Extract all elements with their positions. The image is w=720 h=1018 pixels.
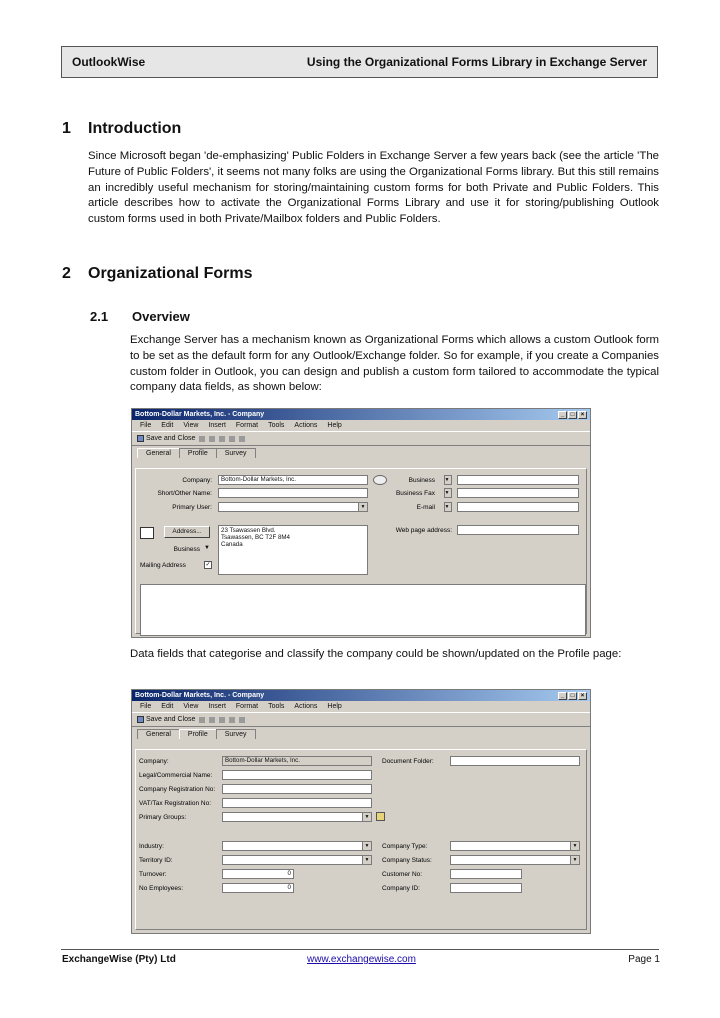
employees-label: No Employees:	[139, 885, 184, 892]
section-title: Overview	[132, 309, 190, 324]
save-icon	[137, 435, 144, 442]
maximize-icon[interactable]: □	[568, 411, 577, 419]
chevron-down-icon[interactable]: ▼	[204, 545, 210, 551]
tab-general[interactable]: General	[137, 448, 180, 458]
menu-tools[interactable]: Tools	[268, 422, 285, 429]
menu-edit[interactable]: Edit	[161, 422, 174, 429]
tab-survey[interactable]: Survey	[216, 448, 256, 458]
chevron-down-icon: ▼	[358, 503, 367, 511]
section-title: Organizational Forms	[88, 265, 253, 282]
save-label: Save and Close	[146, 435, 196, 442]
primary-groups-label: Primary Groups:	[139, 814, 187, 821]
menu-actions[interactable]: Actions	[294, 422, 318, 429]
chevron-down-icon: ▼	[362, 813, 371, 821]
menu-tools[interactable]: Tools	[268, 703, 285, 710]
maximize-icon[interactable]: □	[568, 692, 577, 700]
menu-view[interactable]: View	[183, 703, 199, 710]
company-form-profile-screenshot	[131, 689, 591, 934]
menu-format[interactable]: Format	[235, 422, 259, 429]
turnover-label: Turnover:	[139, 871, 167, 878]
section-number: 2	[62, 265, 71, 282]
menu-help[interactable]: Help	[327, 703, 342, 710]
short-name-label: Short/Other Name:	[157, 490, 212, 497]
attach-icon[interactable]	[209, 717, 215, 723]
section-2-1-heading	[90, 309, 190, 324]
turnover-field[interactable]: 0	[222, 869, 294, 879]
flag-icon[interactable]	[219, 717, 225, 723]
chevron-down-icon: ▼	[444, 489, 451, 497]
contacts-icon[interactable]	[229, 436, 235, 442]
company-type-select[interactable]	[450, 841, 580, 851]
window-title: Bottom-Dollar Markets, Inc. - Company	[135, 692, 265, 699]
flag-icon[interactable]	[219, 436, 225, 442]
company-label: Company:	[139, 758, 169, 765]
tab-profile[interactable]: Profile	[179, 448, 217, 458]
attach-icon[interactable]	[209, 436, 215, 442]
chevron-down-icon: ▼	[570, 842, 579, 850]
chevron-down-icon: ▼	[570, 856, 579, 864]
company-field[interactable]: Bottom-Dollar Markets, Inc.	[218, 475, 368, 485]
territory-label: Territory ID:	[139, 857, 173, 864]
industry-select[interactable]	[222, 841, 372, 851]
company-id-label: Company ID:	[382, 885, 420, 892]
header-right: Using the Organizational Forms Library in Exchange Server	[306, 55, 647, 69]
address-button[interactable]: Address...	[164, 526, 210, 538]
email-dropdown[interactable]	[444, 502, 452, 512]
window-title: Bottom-Dollar Markets, Inc. - Company	[135, 411, 265, 418]
primary-user-select[interactable]	[218, 502, 368, 512]
legal-name-field[interactable]	[222, 770, 372, 780]
primary-user-label: Primary User:	[172, 504, 212, 511]
intro-paragraph: Since Microsoft began 'de-emphasizing' Public Folders in Exchange Server a few years back (see the article 'The Future of Public Folders', it seems not many folks are using the Organizational Forms library. But this still remains an incredibly useful mechanism for storing/maintaining custom forms for both Private and Public Folders. This article describes how to activate the Organizational Forms Library and use it for storing/publishing Outlook custom forms used in both Private/Mailbox folders and Public Folders.	[88, 150, 659, 226]
form-tabs	[132, 446, 590, 458]
company-status-select[interactable]	[450, 855, 580, 865]
section-number: 1	[62, 120, 71, 137]
company-id-field[interactable]	[450, 883, 522, 893]
close-icon[interactable]: ×	[578, 411, 587, 419]
toolbar	[132, 712, 590, 727]
customer-no-label: Customer No:	[382, 871, 423, 878]
window-title-bar	[132, 690, 590, 701]
tab-general[interactable]: General	[137, 729, 180, 739]
footer-divider	[61, 949, 659, 950]
menu-file[interactable]: File	[140, 703, 152, 710]
menu-insert[interactable]: Insert	[208, 703, 226, 710]
business-fax-label: Business Fax	[395, 490, 435, 497]
print-icon[interactable]	[199, 717, 205, 723]
delete-icon[interactable]	[239, 436, 245, 442]
save-icon	[137, 716, 144, 723]
webpage-label: Web page address:	[395, 527, 452, 534]
home-icon	[140, 527, 154, 539]
menu-format[interactable]: Format	[235, 703, 259, 710]
address-line: Canada	[221, 541, 243, 548]
chevron-down-icon: ▼	[362, 856, 371, 864]
industry-label: Industry:	[139, 843, 164, 850]
menu-edit[interactable]: Edit	[161, 703, 174, 710]
footer-link[interactable]: www.exchangewise.com	[307, 954, 416, 965]
vat-no-field[interactable]	[222, 798, 372, 808]
short-name-field[interactable]	[218, 488, 368, 498]
chevron-down-icon: ▼	[444, 503, 451, 511]
notes-textbox[interactable]	[140, 584, 586, 636]
address-line: 23 Tsawassen Blvd.	[221, 527, 276, 534]
form-tabs	[132, 727, 590, 739]
toolbar	[132, 431, 590, 446]
phone-icon	[373, 475, 387, 485]
section-1-heading	[62, 120, 181, 138]
save-and-close-button[interactable]	[137, 716, 195, 723]
address-type-label: Business	[173, 546, 200, 553]
company-type-label: Company Type:	[382, 843, 428, 850]
chevron-down-icon: ▼	[444, 476, 451, 484]
company-field: Bottom-Dollar Markets, Inc.	[222, 756, 372, 766]
section-2-heading	[62, 265, 252, 283]
registration-no-label: Company Registration No:	[139, 786, 216, 793]
page-header	[61, 46, 658, 78]
menu-bar	[132, 701, 590, 712]
document-folder-field[interactable]	[450, 756, 580, 766]
email-label: E-mail	[416, 504, 435, 511]
customer-no-field[interactable]	[450, 869, 522, 879]
tab-survey[interactable]: Survey	[216, 729, 256, 739]
address-textbox[interactable]	[218, 525, 368, 575]
menu-file[interactable]: File	[140, 422, 152, 429]
business-phone-label: Business	[408, 477, 435, 484]
mailing-address-label: Mailing Address	[140, 562, 186, 569]
data-fields-paragraph: Data fields that categorise and classify the company could be shown/updated on the Profile page:	[130, 648, 622, 660]
footer-company: ExchangeWise (Pty) Ltd	[62, 954, 176, 965]
save-and-close-button[interactable]	[137, 435, 195, 442]
webpage-field[interactable]	[457, 525, 579, 535]
registration-no-field[interactable]	[222, 784, 372, 794]
menu-insert[interactable]: Insert	[208, 422, 226, 429]
legal-name-label: Legal/Commercial Name:	[139, 772, 213, 779]
business-phone-field[interactable]	[457, 475, 579, 485]
mailing-address-checkbox[interactable]: ✓	[205, 562, 211, 568]
save-label: Save and Close	[146, 716, 196, 723]
business-fax-dropdown[interactable]	[444, 488, 452, 498]
section-number: 2.1	[90, 309, 109, 324]
menu-view[interactable]: View	[183, 422, 199, 429]
chevron-down-icon: ▼	[362, 842, 371, 850]
business-fax-field[interactable]	[457, 488, 579, 498]
profile-panel	[135, 749, 587, 930]
page-number: Page 1	[628, 954, 660, 965]
company-label: Company:	[182, 477, 212, 484]
email-field[interactable]	[457, 502, 579, 512]
window-title-bar	[132, 409, 590, 420]
primary-groups-select[interactable]	[222, 812, 372, 822]
contacts-icon[interactable]	[229, 717, 235, 723]
groups-picker-icon[interactable]	[376, 812, 385, 821]
company-status-label: Company Status:	[382, 857, 432, 864]
header-left: OutlookWise	[72, 55, 146, 69]
close-icon[interactable]: ×	[578, 692, 587, 700]
section-title: Introduction	[88, 120, 182, 137]
print-icon[interactable]	[199, 436, 205, 442]
territory-select[interactable]	[222, 855, 372, 865]
overview-paragraph: Exchange Server has a mechanism known as Organizational Forms which allows a custom Outlook form to be set as the default form for any Outlook/Exchange folder. So for example, if you create a Companies custom folder in Outlook, you can design and publish a custom form tailored to accommodate the typical company data fields, as shown below:	[130, 334, 659, 394]
address-line: Tsawassen, BC T2F 8M4	[221, 534, 291, 541]
employees-field[interactable]: 0	[222, 883, 294, 893]
menu-help[interactable]: Help	[327, 422, 342, 429]
document-folder-label: Document Folder:	[382, 758, 434, 765]
business-phone-dropdown[interactable]	[444, 475, 452, 485]
vat-no-label: VAT/Tax Registration No:	[139, 800, 212, 807]
general-panel	[135, 468, 587, 634]
company-form-general-screenshot	[131, 408, 591, 638]
delete-icon[interactable]	[239, 717, 245, 723]
minimize-icon[interactable]: _	[558, 411, 567, 419]
minimize-icon[interactable]: _	[558, 692, 567, 700]
menu-bar	[132, 420, 590, 431]
tab-profile[interactable]: Profile	[179, 729, 217, 739]
menu-actions[interactable]: Actions	[294, 703, 318, 710]
